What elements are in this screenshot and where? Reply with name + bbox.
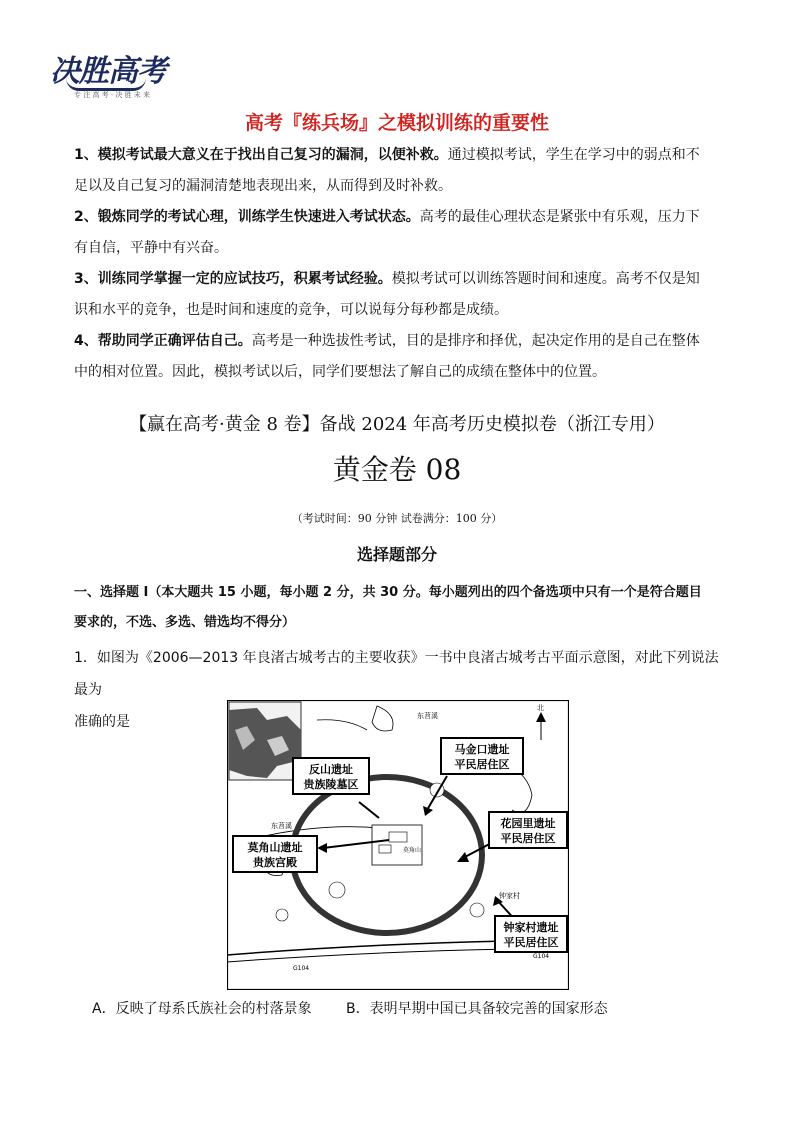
q1-line-2: 准确的是: [74, 714, 130, 730]
instruction-line-2: 要求的，不选、多选、错选均不得分）: [74, 615, 296, 630]
box1-line1: 反山遗址: [309, 763, 353, 776]
instruction-line-1: 一、选择题 I（本大题共 15 小题，每小题 2 分，共 30 分。每小题列出的四个备选项中只有一个是符合题目: [74, 585, 702, 600]
point-4-bold: 4、帮助同学正确评估自己。: [74, 333, 252, 349]
option-a: A．反映了母系氏族社会的村落景象: [92, 1001, 312, 1017]
time-info: （考试时间：90 分钟 试卷满分：100 分）: [291, 512, 503, 525]
logo-subtext: 专 注 高 考 · 决 胜 未 来: [74, 91, 151, 99]
river-label-2: 东苕溪: [271, 822, 292, 830]
question-instructions: [74, 578, 724, 638]
village-label: 钟家村: [499, 892, 520, 900]
point-4: [74, 326, 724, 388]
box4-line1: 莫角山遗址: [247, 841, 303, 854]
palace-hill-label: 莫角山: [403, 847, 422, 854]
box-fanshan: [293, 758, 369, 794]
point-3: [74, 264, 724, 326]
point-3-line2: 识和水平的竞争，也是时间和速度的竞争，可以说每分每秒都是成绩。: [74, 302, 508, 318]
point-1-line2: 足以及自己复习的漏洞清楚地表现出来，从而得到及时补救。: [74, 178, 452, 194]
option-b: B．表明早期中国已具备较完善的国家形态: [346, 1001, 608, 1017]
point-1-text: 通过模拟考试，学生在学习中的弱点和不: [447, 147, 700, 163]
box-mojiaoshan: [233, 836, 317, 872]
box5-line2: 平民居住区: [503, 936, 559, 949]
q1-line-1: 1．如图为《2006—2013 年良渚古城考古的主要收获》一书中良渚古城考古平面示意图，对此下列说法最为: [74, 650, 719, 698]
box2-line2: 平民居住区: [454, 758, 510, 771]
point-1: [74, 140, 724, 202]
point-3-text: 模拟考试可以训练答题时间和速度。高考不仅是知: [391, 271, 700, 287]
river-label-1: 东苕溪: [417, 712, 438, 720]
inset-map: [229, 702, 301, 780]
box5-line1: 钟家村遗址: [503, 921, 559, 934]
box-majinkou: [441, 738, 523, 774]
box-huayuanli: [489, 812, 567, 848]
point-1-bold: 1、模拟考试最大意义在于找出自己复习的漏洞，以便补救。: [74, 147, 448, 163]
point-2: [74, 202, 724, 264]
liangzhu-site-map: [227, 700, 569, 990]
road-label-2: G104: [533, 953, 550, 960]
point-4-line2: 中的相对位置。因此，模拟考试以后，同学们要想法了解自己的成绩在整体中的位置。: [74, 364, 606, 380]
box2-line1: 马金口遗址: [454, 743, 510, 756]
section-title: 选择题部分: [356, 545, 437, 564]
page-heading: 高考『练兵场』之模拟训练的重要性: [244, 112, 549, 134]
point-3-bold: 3、训练同学掌握一定的应试技巧，积累考试经验。: [74, 271, 392, 287]
point-4-text: 高考是一种选拔性考试，目的是排序和择优，起决定作用的是自己在整体: [251, 333, 700, 349]
road-label-1: G104: [293, 965, 310, 972]
box4-line2: 贵族宫殿: [253, 856, 297, 869]
logo-text: 决胜高考: [50, 54, 166, 89]
box3-line1: 花园里遗址: [500, 817, 556, 830]
exam-title: 【赢在高考·黄金 8 卷】备战 2024 年高考历史模拟卷（浙江专用）: [129, 414, 665, 435]
box3-line2: 平民居住区: [500, 832, 556, 845]
gold-title: 黄金卷 08: [332, 453, 462, 486]
point-2-text: 高考的最佳心理状态是紧张中有乐观，压力下: [419, 209, 700, 225]
box1-line2: 贵族陵墓区: [303, 778, 359, 791]
brand-logo: [46, 40, 166, 108]
point-2-line2: 有自信，平静中有兴奋。: [74, 240, 228, 256]
north-label: 北: [537, 704, 544, 712]
point-2-bold: 2、锻炼同学的考试心理，训练学生快速进入考试状态。: [74, 209, 420, 225]
box-zhongjiacun: [495, 916, 567, 952]
